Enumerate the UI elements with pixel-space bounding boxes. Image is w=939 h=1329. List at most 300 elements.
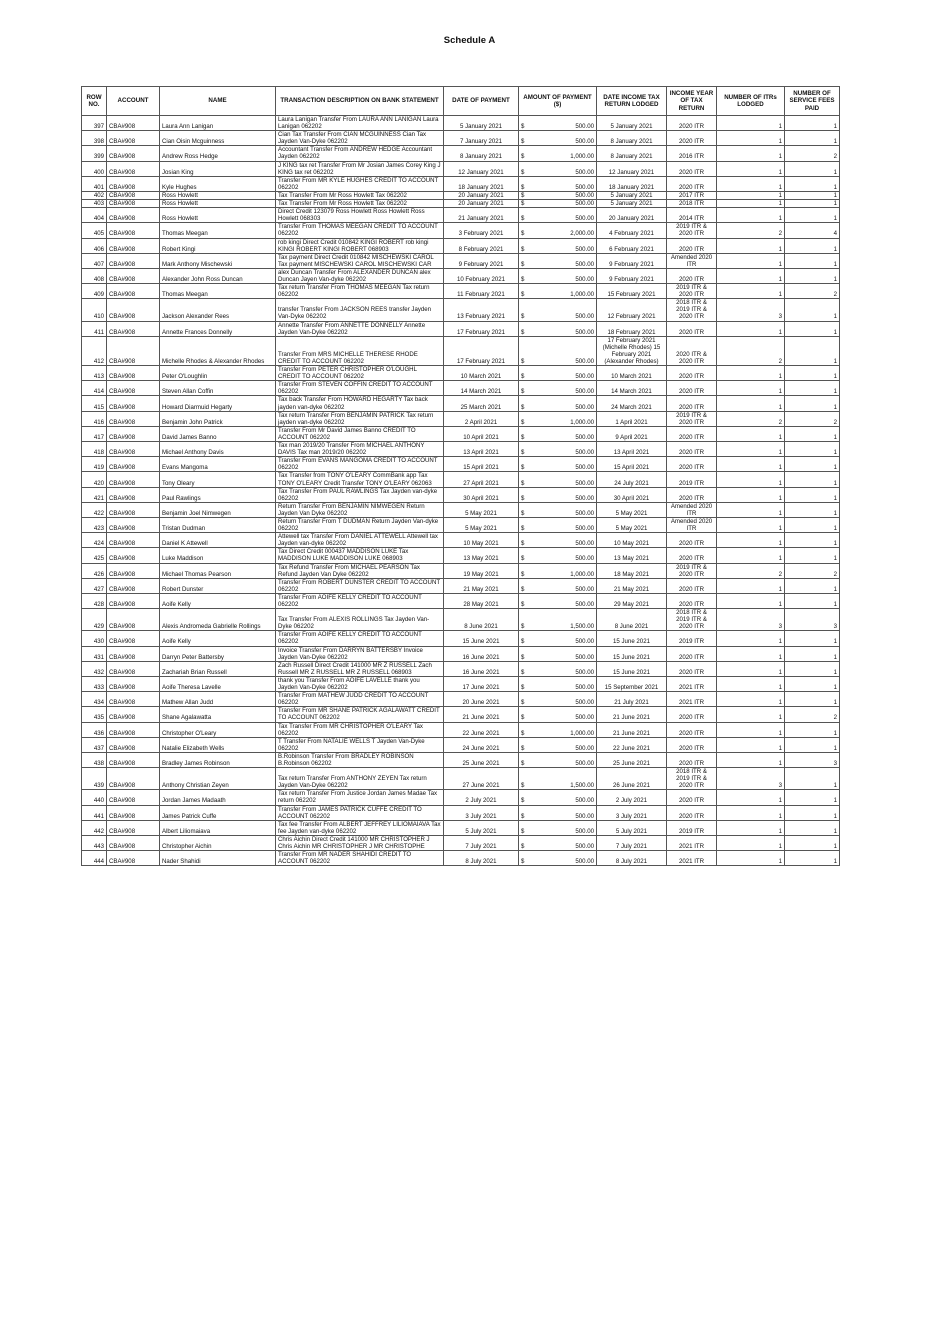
amount-value: 500.00 [575,260,594,268]
description-cell: Transfer From Mr David James Banno CREDIT TO ACCOUNT 062202 [276,426,444,441]
row-number: 442 [82,820,107,835]
fees-paid-cell: 1 [785,131,840,146]
fees-paid-cell: 1 [785,268,840,283]
table-row [82,191,840,199]
payment-date-cell: 7 January 2021 [444,131,519,146]
fees-paid-cell: 1 [785,336,840,365]
row-number: 403 [82,200,107,208]
table-row [82,578,840,593]
description-cell: Zach Russell Direct Credit 141000 MR Z RUSSELL Zach Russell MR Z RUSSELL MR Z RUSSELL 068903 [276,661,444,676]
itrs-lodged-cell: 1 [717,321,785,336]
row-number: 416 [82,411,107,426]
name-cell: Zachariah Brian Russell [160,661,276,676]
header-account: ACCOUNT [107,87,160,116]
header-date-of-payment: DATE OF PAYMENT [444,87,519,116]
table-row [82,768,840,790]
table-row [82,835,840,850]
amount-value: 1,000.00 [570,729,594,737]
currency-symbol: $ [521,623,525,631]
lodged-date-cell: 24 March 2021 [597,396,667,411]
lodged-date-cell: 29 May 2021 [597,593,667,608]
payment-date-cell: 10 May 2021 [444,533,519,548]
description-cell: Invoice Transfer From DARRYN BATTERSBY Invoice Jayden Van-Dyke 062202 [276,646,444,661]
payment-date-cell: 21 June 2021 [444,707,519,722]
currency-symbol: $ [521,729,525,737]
amount-value: 500.00 [575,759,594,767]
lodged-date-cell: 1 April 2021 [597,411,667,426]
itrs-lodged-cell: 1 [717,191,785,199]
amount-cell [519,692,597,707]
table-row [82,548,840,563]
name-cell: Michael Thomas Pearson [160,563,276,578]
amount-cell [519,517,597,532]
income-year-cell: 2020 ITR [667,805,717,820]
description-cell: Transfer From EVANS MANGOMA CREDIT TO ACCOUNT 062202 [276,457,444,472]
amount-value: 1,500.00 [570,623,594,631]
payment-date-cell: 19 May 2021 [444,563,519,578]
account-cell: CBA#908 [107,533,160,548]
account-cell: CBA#908 [107,299,160,321]
itrs-lodged-cell: 2 [717,563,785,578]
lodged-date-cell: 8 January 2021 [597,131,667,146]
account-cell: CBA#908 [107,820,160,835]
fees-paid-cell: 1 [785,502,840,517]
amount-cell [519,299,597,321]
income-year-cell: 2020 ITR [667,176,717,191]
name-cell: Cian Oisin Mcguinness [160,131,276,146]
income-year-cell: 2021 ITR [667,851,717,866]
table-row [82,752,840,767]
amount-cell [519,336,597,365]
itrs-lodged-cell: 2 [717,411,785,426]
amount-cell [519,411,597,426]
income-year-cell: 2020 ITR [667,442,717,457]
currency-symbol: $ [521,744,525,752]
amount-value: 500.00 [575,275,594,283]
currency-symbol: $ [521,449,525,457]
table-row [82,593,840,608]
table-row [82,692,840,707]
name-cell: Alexis Andromeda Gabrielle Rollings [160,609,276,631]
itrs-lodged-cell: 1 [717,366,785,381]
amount-value: 1,000.00 [570,570,594,578]
row-number: 437 [82,737,107,752]
description-cell: J KING tax ret Transfer From Mr Josian James Corey King J KING tax ret 062202 [276,161,444,176]
amount-value: 500.00 [575,585,594,593]
header-name: NAME [160,87,276,116]
payment-date-cell: 27 June 2021 [444,768,519,790]
description-cell: Transfer From THOMAS MEEGAN CREDIT TO ACCOUNT 062202 [276,223,444,238]
amount-value: 500.00 [575,843,594,850]
table-row [82,563,840,578]
amount-value: 1,000.00 [570,153,594,161]
name-cell: Nader Shahidi [160,851,276,866]
account-cell: CBA#908 [107,548,160,563]
name-cell: Darryn Peter Battersby [160,646,276,661]
amount-cell [519,442,597,457]
table-row [82,116,840,131]
row-number: 411 [82,321,107,336]
account-cell: CBA#908 [107,381,160,396]
lodged-date-cell: 25 June 2021 [597,752,667,767]
income-year-cell: 2020 ITR [667,661,717,676]
payment-date-cell: 7 July 2021 [444,835,519,850]
name-cell: Robert Dunster [160,578,276,593]
row-number: 417 [82,426,107,441]
row-number: 439 [82,768,107,790]
header-row-no: ROW NO. [82,87,107,116]
currency-symbol: $ [521,328,525,336]
description-cell: Tax Transfer from TONY O'LEARY CommBank app Tax TONY O'LEARY Credit Transfer TONY O'LEARY 062063 [276,472,444,487]
lodged-date-cell: 5 January 2021 [597,191,667,199]
description-cell: Transfer From AOIFE KELLY CREDIT TO ACCOUNT 062202 [276,593,444,608]
row-number: 435 [82,707,107,722]
lodged-date-cell: 18 May 2021 [597,563,667,578]
amount-value: 500.00 [575,433,594,441]
currency-symbol: $ [521,525,525,533]
name-cell: Jackson Alexander Rees [160,299,276,321]
itrs-lodged-cell: 1 [717,487,785,502]
amount-value: 500.00 [575,183,594,191]
table-row [82,396,840,411]
table-row [82,820,840,835]
amount-cell [519,502,597,517]
name-cell: Natalie Elizabeth Wells [160,737,276,752]
itrs-lodged-cell: 1 [717,381,785,396]
account-cell: CBA#908 [107,457,160,472]
income-year-cell: 2020 ITR [667,722,717,737]
account-cell: CBA#908 [107,661,160,676]
amount-value: 500.00 [575,123,594,131]
row-number: 434 [82,692,107,707]
description-cell: Transfer From MRS MICHELLE THERESE RHODE CREDIT TO ACCOUNT 062202 [276,336,444,365]
amount-value: 500.00 [575,313,594,321]
description-cell: Tax Transfer From PAUL RAWLINGS Tax Jayden van-dyke 062202 [276,487,444,502]
itrs-lodged-cell: 1 [717,268,785,283]
currency-symbol: $ [521,812,525,820]
itrs-lodged-cell: 1 [717,208,785,223]
amount-cell [519,161,597,176]
amount-value: 500.00 [575,540,594,548]
amount-cell [519,593,597,608]
description-cell: T Transfer From NATALIE WELLS T Jayden Van-Dyke 062202 [276,737,444,752]
itrs-lodged-cell: 1 [717,661,785,676]
fees-paid-cell: 1 [785,646,840,661]
lodged-date-cell: 8 July 2021 [597,851,667,866]
payment-date-cell: 8 July 2021 [444,851,519,866]
account-cell: CBA#908 [107,253,160,268]
itrs-lodged-cell: 1 [717,676,785,691]
fees-paid-cell: 1 [785,805,840,820]
description-cell: rob kingi Direct Credit 010842 KINGI ROBERT rob kingi KINGI ROBERT KINGI ROBERT 068903 [276,238,444,253]
amount-value: 500.00 [575,215,594,223]
name-cell: Christopher Aichin [160,835,276,850]
lodged-date-cell: 5 January 2021 [597,116,667,131]
income-year-cell: 2020 ITR [667,426,717,441]
fees-paid-cell: 1 [785,161,840,176]
table-row [82,502,840,517]
payment-date-cell: 10 April 2021 [444,426,519,441]
payment-date-cell: 13 May 2021 [444,548,519,563]
fees-paid-cell: 1 [785,381,840,396]
row-number: 428 [82,593,107,608]
lodged-date-cell: 7 July 2021 [597,835,667,850]
amount-cell [519,176,597,191]
currency-symbol: $ [521,714,525,722]
currency-symbol: $ [521,699,525,707]
fees-paid-cell: 1 [785,768,840,790]
fees-paid-cell: 1 [785,722,840,737]
account-cell: CBA#908 [107,646,160,661]
itrs-lodged-cell: 1 [717,502,785,517]
lodged-date-cell: 15 June 2021 [597,631,667,646]
income-year-cell: 2020 ITR [667,790,717,805]
amount-cell [519,768,597,790]
currency-symbol: $ [521,782,525,790]
name-cell: Aoife Theresa Lavelle [160,676,276,691]
table-row [82,268,840,283]
row-number: 426 [82,563,107,578]
description-cell: Tax return Transfer From BENJAMIN PATRICK Tax return jayden van-dyke 062202 [276,411,444,426]
fees-paid-cell: 1 [785,116,840,131]
payment-date-cell: 25 June 2021 [444,752,519,767]
description-cell: Return Transfer From BENJAMIN NIMWEGEN Return Jayden Van Dyke 062202 [276,502,444,517]
lodged-date-cell: 13 May 2021 [597,548,667,563]
lodged-date-cell: 18 January 2021 [597,176,667,191]
name-cell: Luke Maddison [160,548,276,563]
account-cell: CBA#908 [107,238,160,253]
currency-symbol: $ [521,215,525,223]
itrs-lodged-cell: 1 [717,752,785,767]
income-year-cell: 2020 ITR [667,116,717,131]
amount-cell [519,366,597,381]
row-number: 423 [82,517,107,532]
name-cell: Steven Allan Coffin [160,381,276,396]
itrs-lodged-cell: 1 [717,517,785,532]
amount-cell [519,487,597,502]
account-cell: CBA#908 [107,851,160,866]
itrs-lodged-cell: 1 [717,426,785,441]
payment-date-cell: 16 June 2021 [444,646,519,661]
lodged-date-cell: 3 July 2021 [597,805,667,820]
itrs-lodged-cell: 3 [717,609,785,631]
description-cell: Tax Transfer From Mr Ross Howlett Tax 062202 [276,200,444,208]
income-year-cell: 2018 ITR [667,200,717,208]
description-cell: transfer Transfer From JACKSON REES transfer Jayden Van-Dyke 062202 [276,299,444,321]
amount-value: 500.00 [575,509,594,517]
income-year-cell: 2019 ITR & 2020 ITR [667,563,717,578]
lodged-date-cell: 5 July 2021 [597,820,667,835]
lodged-date-cell: 15 June 2021 [597,646,667,661]
row-number: 412 [82,336,107,365]
account-cell: CBA#908 [107,517,160,532]
table-row [82,321,840,336]
fees-paid-cell: 1 [785,396,840,411]
table-row [82,472,840,487]
description-cell: Tax man 2019/20 Transfer From MICHAEL ANTHONY DAVIS Tax man 2019/20 062202 [276,442,444,457]
amount-value: 1,000.00 [570,291,594,299]
itrs-lodged-cell: 1 [717,851,785,866]
table-row [82,381,840,396]
lodged-date-cell: 14 March 2021 [597,381,667,396]
name-cell: David James Banno [160,426,276,441]
income-year-cell: 2020 ITR [667,366,717,381]
itrs-lodged-cell: 1 [717,200,785,208]
name-cell: Thomas Meegan [160,223,276,238]
currency-symbol: $ [521,509,525,517]
currency-symbol: $ [521,245,525,253]
payment-date-cell: 3 February 2021 [444,223,519,238]
name-cell: Annette Frances Donnelly [160,321,276,336]
name-cell: Benjamin Joel Nimwegen [160,502,276,517]
amount-value: 500.00 [575,168,594,176]
table-row [82,646,840,661]
income-year-cell: 2020 ITR [667,161,717,176]
currency-symbol: $ [521,464,525,472]
payment-date-cell: 8 February 2021 [444,238,519,253]
lodged-date-cell: 8 June 2021 [597,609,667,631]
payment-date-cell: 24 June 2021 [444,737,519,752]
table-row [82,805,840,820]
amount-cell [519,609,597,631]
table-row [82,411,840,426]
payment-date-cell: 3 July 2021 [444,805,519,820]
description-cell: Transfer From MATHEW JUDD CREDIT TO ACCOUNT 062202 [276,692,444,707]
description-cell: Chris Aichin Direct Credit 141000 MR CHRISTOPHER J Chris Aichin MR CHRISTOPHER J MR CHRISTOPHE [276,835,444,850]
fees-paid-cell: 1 [785,676,840,691]
name-cell: Benjamin John Patrick [160,411,276,426]
amount-cell [519,321,597,336]
lodged-date-cell: 20 January 2021 [597,208,667,223]
currency-symbol: $ [521,540,525,548]
amount-cell [519,722,597,737]
description-cell: Tax return Transfer From Justice Jordan James Madae Tax return 062202 [276,790,444,805]
table-header-row [82,87,840,116]
description-cell: Tax back Transfer From HOWARD HEGARTY Tax back jayden van-dyke 062202 [276,396,444,411]
income-year-cell: 2020 ITR [667,752,717,767]
row-number: 430 [82,631,107,646]
fees-paid-cell: 1 [785,457,840,472]
account-cell: CBA#908 [107,768,160,790]
row-number: 432 [82,661,107,676]
lodged-date-cell: 5 May 2021 [597,502,667,517]
row-number: 406 [82,238,107,253]
header-amount: AMOUNT OF PAYMENT ($) [519,87,597,116]
income-year-cell: 2014 ITR [667,208,717,223]
payment-date-cell: 21 January 2021 [444,208,519,223]
row-number: 401 [82,176,107,191]
income-year-cell: 2020 ITR [667,548,717,563]
lodged-date-cell: 21 June 2021 [597,722,667,737]
name-cell: Aoife Kelly [160,631,276,646]
account-cell: CBA#908 [107,737,160,752]
amount-cell [519,533,597,548]
row-number: 399 [82,146,107,161]
name-cell: Tony Oleary [160,472,276,487]
lodged-date-cell: 15 April 2021 [597,457,667,472]
account-cell: CBA#908 [107,487,160,502]
currency-symbol: $ [521,123,525,131]
lodged-date-cell: 5 May 2021 [597,517,667,532]
table-row [82,851,840,866]
income-year-cell: 2020 ITR [667,321,717,336]
amount-cell [519,238,597,253]
table-row [82,223,840,238]
amount-cell [519,676,597,691]
lodged-date-cell: 17 February 2021 (Michelle Rhodes) 15 February 2021 (Alexander Rhodes) [597,336,667,365]
income-year-cell: 2020 ITR [667,396,717,411]
description-cell: Transfer From JAMES PATRICK CUFFE CREDIT TO ACCOUNT 062202 [276,805,444,820]
currency-symbol: $ [521,388,525,396]
account-cell: CBA#908 [107,131,160,146]
currency-symbol: $ [521,191,525,199]
table-row [82,457,840,472]
itrs-lodged-cell: 1 [717,646,785,661]
table-row [82,284,840,299]
payment-date-cell: 12 January 2021 [444,161,519,176]
currency-symbol: $ [521,638,525,646]
name-cell: Michael Anthony Davis [160,442,276,457]
amount-value: 500.00 [575,684,594,692]
income-year-cell: 2017 ITR [667,191,717,199]
row-number: 441 [82,805,107,820]
description-cell: B.Robinson Transfer From BRADLEY ROBINSON B.Robinson 062202 [276,752,444,767]
lodged-date-cell: 4 February 2021 [597,223,667,238]
row-number: 427 [82,578,107,593]
itrs-lodged-cell: 3 [717,768,785,790]
income-year-cell: 2019 ITR & 2020 ITR [667,411,717,426]
fees-paid-cell: 4 [785,223,840,238]
itrs-lodged-cell: 2 [717,336,785,365]
currency-symbol: $ [521,358,525,365]
amount-value: 500.00 [575,653,594,661]
currency-symbol: $ [521,759,525,767]
income-year-cell: 2020 ITR [667,381,717,396]
itrs-lodged-cell: 1 [717,533,785,548]
row-number: 421 [82,487,107,502]
amount-value: 500.00 [575,797,594,805]
account-cell: CBA#908 [107,396,160,411]
table-body [82,116,840,866]
amount-value: 500.00 [575,638,594,646]
itrs-lodged-cell: 1 [717,442,785,457]
currency-symbol: $ [521,275,525,283]
payment-date-cell: 8 June 2021 [444,609,519,631]
fees-paid-cell: 1 [785,238,840,253]
fees-paid-cell: 1 [785,548,840,563]
payment-date-cell: 15 April 2021 [444,457,519,472]
currency-symbol: $ [521,260,525,268]
description-cell: Tax payment Direct Credit 010842 MISCHEWSKI CAROL Tax payment MISCHEWSKI CAROL MISCHEWSKI CAR [276,253,444,268]
amount-value: 500.00 [575,494,594,502]
row-number: 413 [82,366,107,381]
income-year-cell: 2020 ITR [667,268,717,283]
row-number: 444 [82,851,107,866]
lodged-date-cell: 12 January 2021 [597,161,667,176]
description-cell: Tax Transfer From MR CHRISTOPHER O'LEARY Tax 062202 [276,722,444,737]
table-row [82,661,840,676]
itrs-lodged-cell: 1 [717,176,785,191]
account-cell: CBA#908 [107,631,160,646]
income-year-cell: 2021 ITR [667,692,717,707]
amount-value: 500.00 [575,555,594,563]
amount-value: 500.00 [575,479,594,487]
amount-value: 500.00 [575,858,594,866]
lodged-date-cell: 9 February 2021 [597,268,667,283]
amount-value: 500.00 [575,668,594,676]
account-cell: CBA#908 [107,578,160,593]
row-number: 405 [82,223,107,238]
